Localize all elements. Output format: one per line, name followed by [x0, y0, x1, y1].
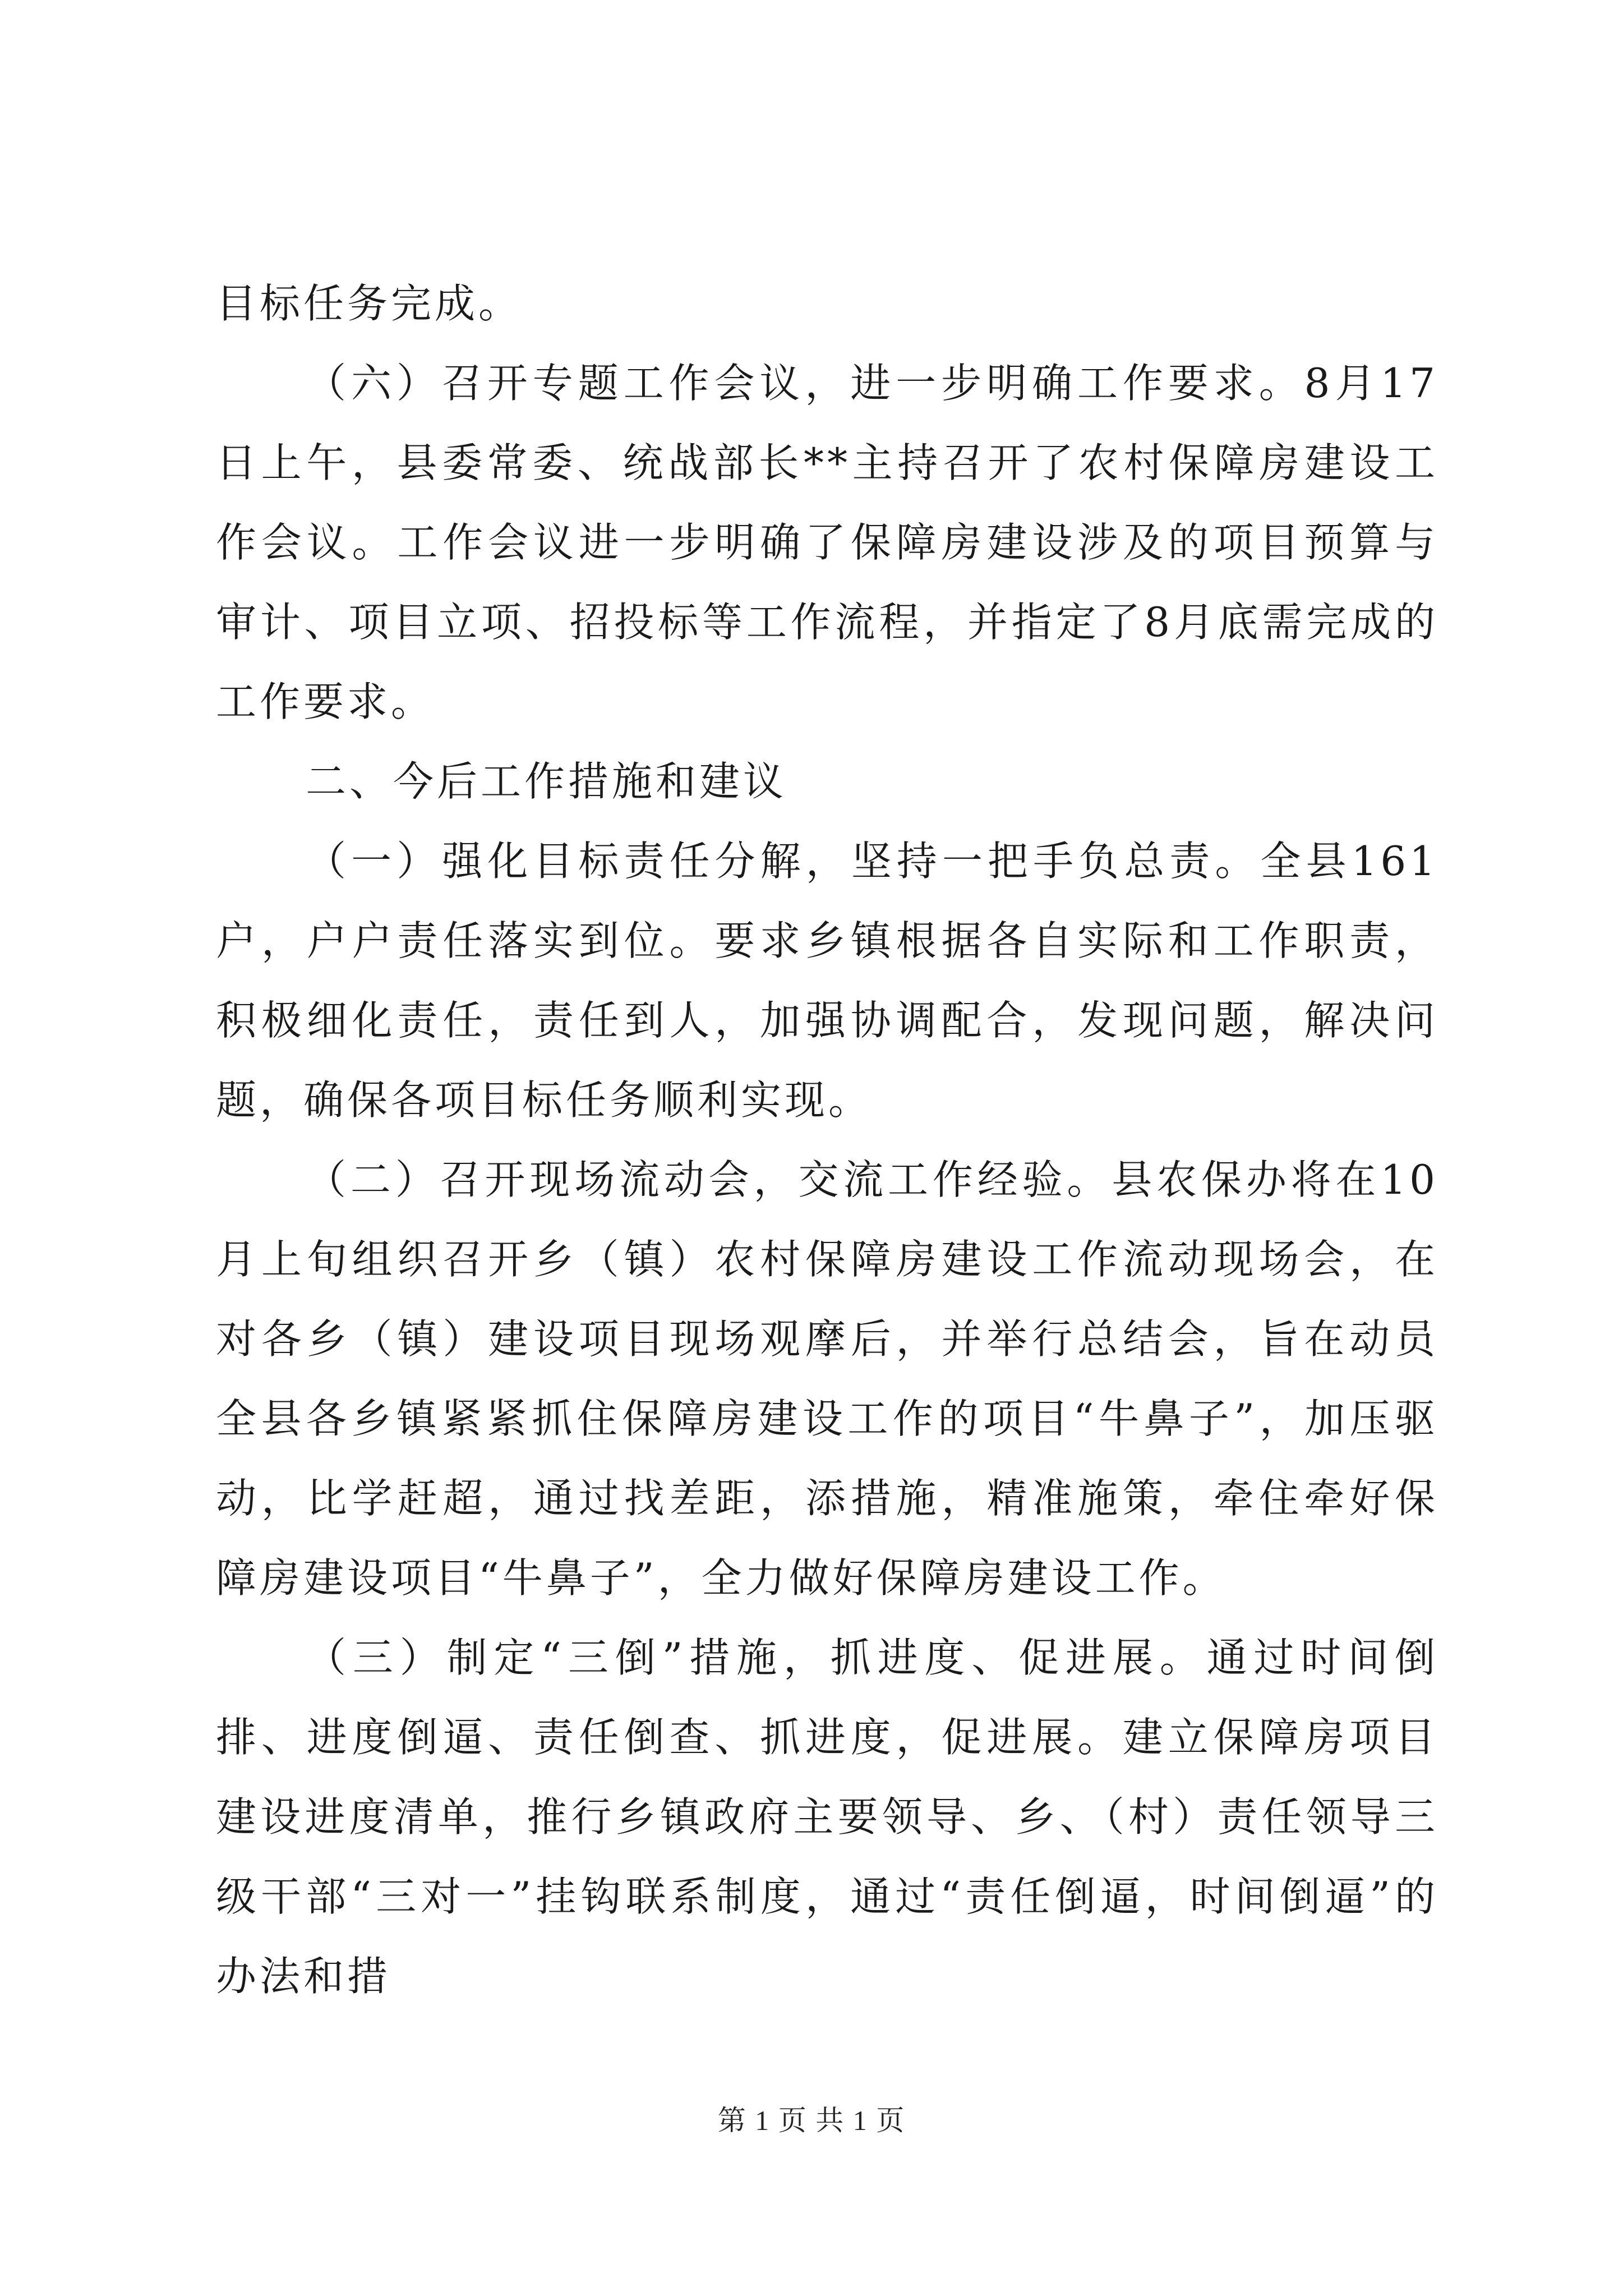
document-body: [216, 264, 1438, 2016]
paragraph: （三）制定“三倒”措施，抓进度、促进展。通过时间倒排、进度倒逼、责任倒查、抓进度，促进展。建立保障房项目建设进度清单，推行乡镇政府主要领导、乡、（村）责任领导三级干部“三对一”挂钩联系制度，通过“责任倒逼，时间倒逼”的办法和措: [216, 1634, 1438, 2000]
paragraph: 目标任务完成。: [216, 280, 523, 327]
section-heading: 二、今后工作措施和建议: [306, 758, 787, 805]
paragraph: （六）召开专题工作会议，进一步明确工作要求。8月17日上午，县委常委、统战部长**主持召开了农村保障房建设工作会议。工作会议进一步明确了保障房建设涉及的项目预算与审计、项目立项、招投标等工作流程，并指定了8月底需完成的工作要求。: [216, 360, 1438, 725]
paragraph: （二）召开现场流动会，交流工作经验。县农保办将在10月上旬组织召开乡（镇）农村保障房建设工作流动现场会，在对各乡（镇）建设项目现场观摩后，并举行总结会，旨在动员全县各乡镇紧紧抓住保障房建设工作的项目“牛鼻子”，加压驱动，比学赶超，通过找差距，添措施，精准施策，牵住牵好保障房建设项目“牛鼻子”，全力做好保障房建设工作。: [216, 1156, 1438, 1602]
page-footer: 第 1 页 共 1 页: [717, 2105, 906, 2136]
paragraph: （一）强化目标责任分解，坚持一把手负总责。全县161户，户户责任落实到位。要求乡镇根据各自实际和工作职责，积极细化责任，责任到人，加强协调配合，发现问题，解决问题，确保各项目标任务顺利实现。: [216, 838, 1438, 1124]
